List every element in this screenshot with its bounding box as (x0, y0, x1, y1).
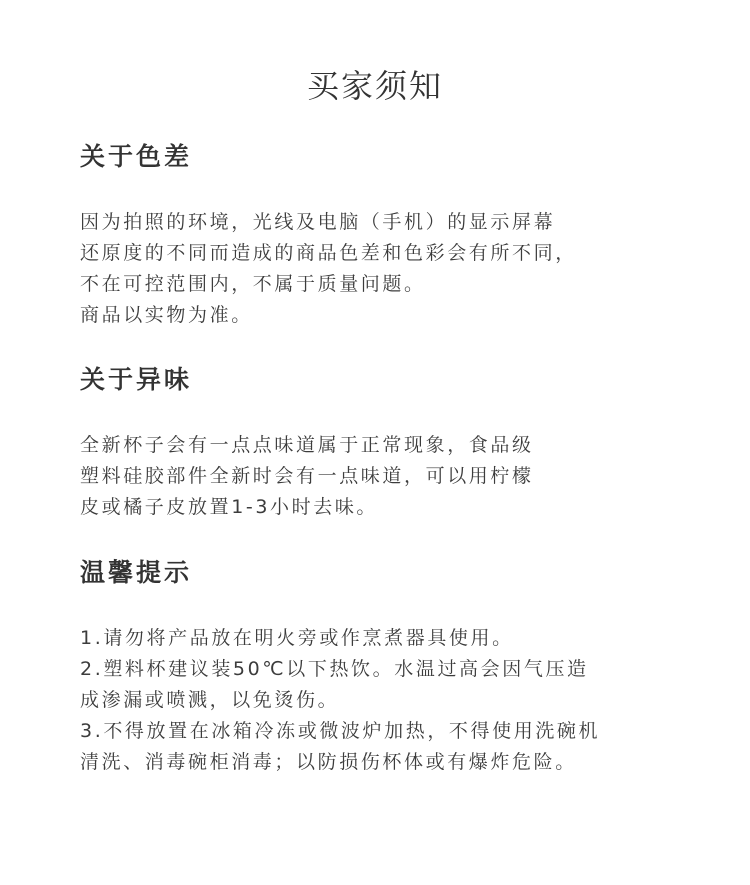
page-title: 买家须知 (306, 67, 443, 105)
body-line: 皮或橘子皮放置1-3小时去味。 (80, 496, 379, 518)
section-body (80, 207, 700, 331)
section-odor (80, 364, 700, 523)
section-body (80, 623, 700, 778)
body-line: 清洗、消毒碗柜消毒；以防损伤杯体或有爆炸危险。 (80, 751, 577, 773)
section-heading: 温馨提示 (80, 558, 193, 587)
section-heading: 关于色差 (80, 142, 193, 171)
body-line: 2.塑料杯建议装50℃以下热饮。水温过高会因气压造 (80, 658, 589, 680)
section-color-difference (80, 141, 700, 331)
body-line: 因为拍照的环境，光线及电脑（手机）的显示屏幕 (80, 211, 556, 233)
body-line: 塑料硅胶部件全新时会有一点味道，可以用柠檬 (80, 465, 534, 487)
body-line: 不在可控范围内，不属于质量问题。 (80, 273, 426, 295)
body-line: 全新杯子会有一点点味道属于正常现象，食品级 (80, 434, 534, 456)
body-line: 商品以实物为准。 (80, 304, 253, 326)
body-line: 还原度的不同而造成的商品色差和色彩会有所不同， (80, 242, 577, 264)
body-line: 成渗漏或喷溅，以免烫伤。 (80, 689, 340, 711)
section-body (80, 430, 700, 523)
section-heading: 关于异味 (80, 365, 193, 394)
section-tips (80, 557, 700, 778)
body-line: 3.不得放置在冰箱冷冻或微波炉加热，不得使用洗碗机 (80, 720, 601, 742)
body-line: 1.请勿将产品放在明火旁或作烹煮器具使用。 (80, 627, 514, 649)
